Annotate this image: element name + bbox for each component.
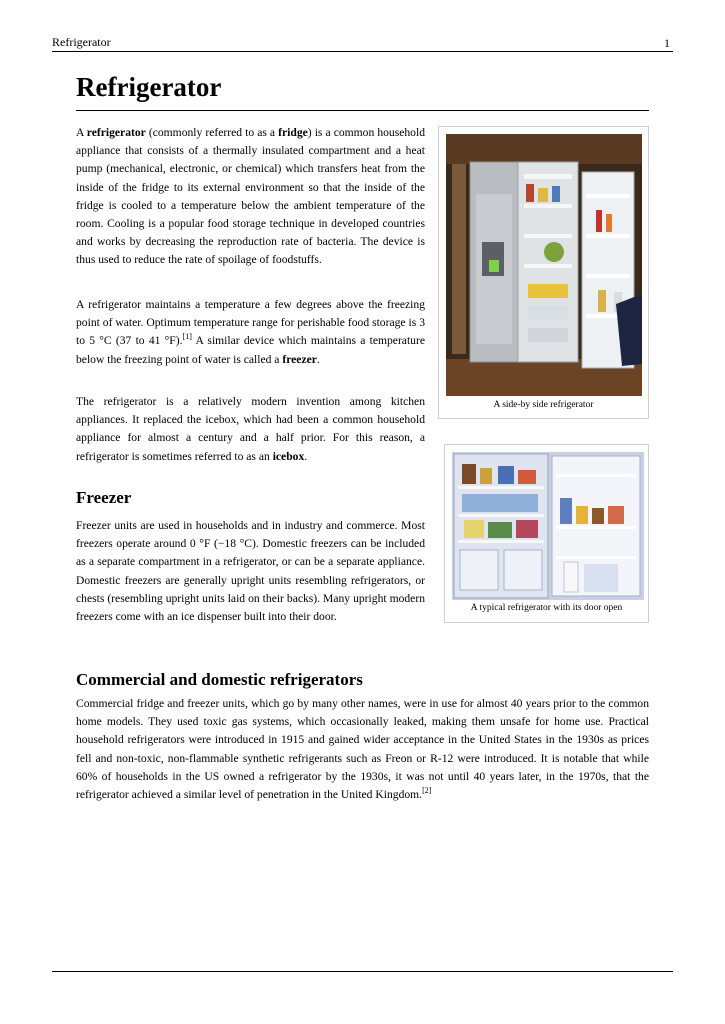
text-run: (commonly referred to as a — [145, 126, 279, 139]
text-run: A — [76, 126, 87, 139]
figure-caption-side-by-side: A side-by side refrigerator — [493, 400, 594, 410]
figure-side-by-side — [438, 126, 649, 419]
text-run: . — [304, 449, 308, 463]
commercial-paragraph — [76, 695, 649, 804]
reference-link-1[interactable]: [1] — [182, 332, 192, 342]
side-by-side-refrigerator-image[interactable] — [446, 134, 642, 396]
title-rule — [76, 110, 649, 111]
bold-term-icebox: icebox — [272, 449, 305, 463]
header-rule — [52, 51, 673, 52]
bold-term-fridge: fridge — [278, 126, 308, 139]
section-heading-freezer: Freezer — [76, 488, 132, 507]
text-run: The refrigerator is a relatively modern invention among kitchen appliances. It replaced the icebox, which had been a common household appliance for almost a century and a half prior. For this reason, a refrigerator is sometimes referred to as an — [76, 395, 425, 463]
figure-door-open — [444, 444, 649, 623]
text-run: A refrigerator maintains a temperature a few degrees above the freezing point of water. Optimum temperature range for perishable food storage is 3 to 5 °C (37 to 41 °F). — [76, 298, 425, 348]
text-run: . — [316, 352, 320, 366]
running-header-title: Refrigerator — [52, 35, 111, 49]
intro-paragraph-2 — [76, 296, 425, 369]
page-number: 1 — [664, 36, 670, 50]
text-run: ) is a common household appliance that consists of a thermally insulated compartment and a heat pump (mechanical, electronic, or chemical) which transfers heat from the inside of the fridge to its external environment so that the inside of the fridge is cooled to a temperature below the ambient temperature of the room. Cooling is a popular food storage technique in developed countries and works by decreasing the reproduction rate of bacteria. The device is thus used to reduce the rate of spoilage of foodstuffs. — [76, 126, 425, 267]
text-run: Commercial fridge and freezer units, which go by many other names, were in use for almost 40 years prior to the common home models. They used toxic gas systems, which occasionally leaked, making them unsafe for home use. Practical household refrigerators were introduced in 1915 and gained wider acceptance in the United States in the 1930s as prices fell and non-toxic, non-flammable synthetic refrigerants such as Freon or R-12 were introduced. It is notable that while 60% of households in the US owned a refrigerator by the 1930s, it was not until 40 years later, in the 1970s, that the refrigerator achieved a similar level of penetration in the United Kingdom. — [76, 697, 649, 802]
page-title: Refrigerator — [76, 72, 222, 102]
bold-term-freezer: freezer — [282, 352, 317, 366]
footer-rule — [52, 971, 673, 972]
figure-caption-door-open: A typical refrigerator with its door open — [470, 603, 623, 613]
bold-term-refrigerator: refrigerator — [86, 126, 146, 139]
open-refrigerator-image[interactable] — [452, 452, 644, 600]
section-heading-commercial: Commercial and domestic refrigerators — [76, 670, 363, 689]
freezer-paragraph: Freezer units are used in households and in industry and commerce. Most freezers operate around 0 °F (−18 °C). Domestic freezers can be included as a separate compartment in a refrigerator, or can be a separate appliance. Domestic freezers are generally upright units resembling refrigerators, or chests (resembling upright units laid on their backs). Many upright modern freezers come with an ice dispenser built into their door. — [76, 519, 425, 624]
text-run: A similar device which maintains a temperature below the freezing point of water is called a — [76, 334, 425, 366]
intro-paragraph-1 — [76, 124, 425, 270]
intro-paragraph-3 — [76, 393, 425, 466]
reference-link-2[interactable]: [2] — [422, 786, 432, 796]
